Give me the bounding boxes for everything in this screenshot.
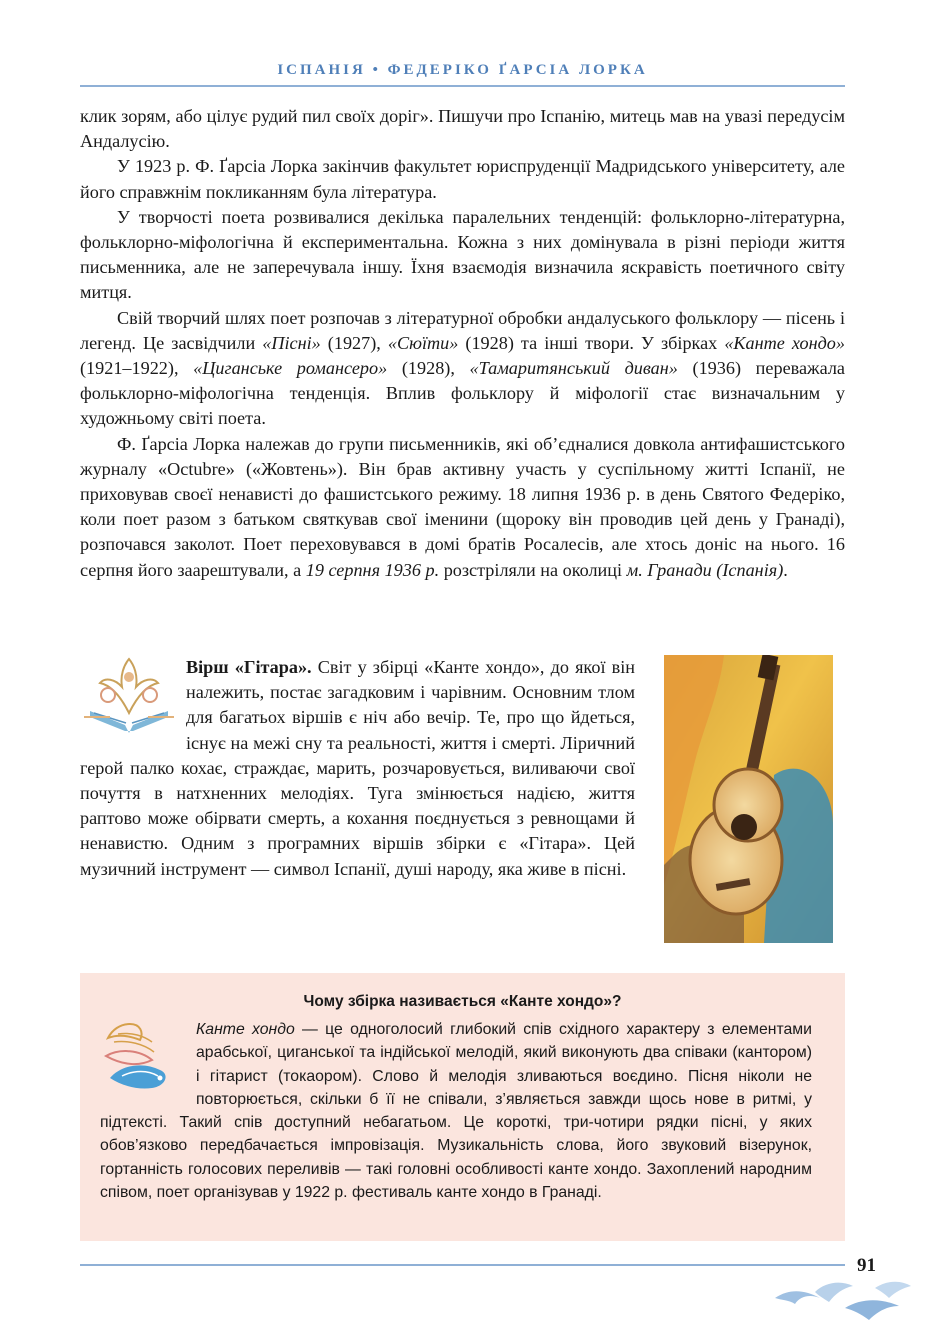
guitar-poem-heading: Вірш «Гітара». <box>186 657 312 677</box>
paragraph-4 <box>80 306 845 432</box>
running-header: ІСПАНІЯ • ФЕДЕРІКО ҐАРСІА ЛОРКА <box>277 62 648 78</box>
guitar-photo <box>664 655 833 943</box>
header-rule <box>80 85 845 87</box>
p4-text-d: (1921–1922), <box>80 358 194 379</box>
execution-place: м. Гранади (Іспанія) <box>626 559 784 580</box>
info-box <box>80 973 845 1241</box>
p5-text-b: розстріляли на околиці <box>439 559 627 580</box>
guitar-poem-text: Світ у збірці «Канте хондо», до якої він належить, постає загадковим і чарівним. Основним тлом для багатьох віршів є ніч або вечір. Те, про що йдеться, існує на межі сну та реальності, життя і смерті. Ліричний герой палко кохає, страждає, марить, розчаровується, виливаючи свої почуття в натхненних мелодіях. Туга змінюється надією, життя раптово може обірвати смерть, а кохання поєднується з ревнощами й ненавистю. Одним з програмних віршів збірки є «Гітара». Цей музичний інструмент — символ Іспанії, душі народу, яка живе в пісні. <box>80 657 635 879</box>
info-box-title: Чому збірка називається «Канте хондо»? <box>303 993 622 1010</box>
work-title-dyvan: «Тамаритянський диван» <box>469 358 678 379</box>
p4-text-e: (1928), <box>387 358 470 379</box>
execution-date: 19 серпня 1936 р. <box>305 559 440 580</box>
footer-rule <box>80 1264 845 1266</box>
paragraph-3: У творчості поета розвивалися декілька паралельних тенденцій: фольклорно-літературна, фольклорно-міфологічна й експериментальна. Кожна з них домінувала в різні періоди життя письменника, але не заперечувала іншу. Їхня взаємодія визначила яскравість поетичного світу митця. <box>80 206 845 303</box>
work-title-romansero: «Циганське романсеро» <box>193 358 388 379</box>
info-box-text <box>100 1018 812 1204</box>
flying-birds-decoration <box>765 1268 915 1328</box>
p4-text-c: (1928) та інші твори. У збірках <box>458 332 725 353</box>
wings-icon <box>100 1020 192 1092</box>
guitar-poem-section <box>80 655 635 882</box>
paragraph-2: У 1923 р. Ф. Ґарсіа Лорка закінчив факультет юриспруденції Мадридського університету, але його справжнім покликанням була література. <box>80 156 845 202</box>
term-kante-khondo: Канте хондо <box>196 1021 295 1038</box>
p4-text-b: (1927), <box>320 332 388 353</box>
open-book-with-flowers-icon <box>80 655 178 737</box>
paragraph-5 <box>80 432 845 583</box>
p4-text-f: (1936) переважала фольклорно-міфологічна тенденція. Вплив фольклору й міфології стає визначальним у художньому світі поета. <box>80 358 846 429</box>
work-title-pisni: «Пісні» <box>262 332 321 353</box>
main-text <box>80 104 845 583</box>
p5-text-c: . <box>783 559 788 580</box>
p5-text-a: Ф. Ґарсіа Лорка належав до групи письменників, які об’єдналися довкола антифашистського журналу «Octubre» («Жовтень»). Він брав активну участь у суспільному житті Іспанії, не приховував своєї ненависті до фашистського режиму. 18 липня 1936 р. в день Святого Федеріко, коли поет разом з батьком святкував свої іменини (щороку він проводив цей день у Гранаді), розпочався заколот. Поет переховувався в домі братів Росалесів, але хтось доніс на нього. 16 серпня його заарештували, а <box>80 433 845 580</box>
info-box-definition: — це одноголосий глибокий спів східного характеру з елементами арабської, циганської та індійської мелодій, який виконують два співаки (кантором) і гітарист (токаором). Слово й мелодія зливаються воєдино. Пісня ніколи не повторюється, скільки б її не співали, з’являється завжди щось нове в ритмі, у підтексті. Такий спів доступний небагатьом. Це короткі, три-чотири рядки пісні, у яких обов’язково передбачається імпровізація. Музикальність слова, його звуковий візерунок, гортанність голосових переливів — такі головні особливості канте хондо. Захоплений народним співом, поет організував у 1922 р. фестиваль канте хондо в Гранаді. <box>100 1021 812 1202</box>
page-number: 91 <box>857 1255 876 1276</box>
paragraph-1: клик зорям, або цілує рудий пил своїх доріг». Пишучи про Іспанію, митець мав на увазі передусім Андалусію. <box>80 106 845 152</box>
work-title-kante-khondo: «Канте хондо» <box>724 332 845 353</box>
p4-text-a: Свій творчий шлях поет розпочав з літературної обробки андалуського фольклору — пісень і легенд. Це засвідчили <box>80 307 845 353</box>
work-title-siuity: «Сюїти» <box>387 332 459 353</box>
